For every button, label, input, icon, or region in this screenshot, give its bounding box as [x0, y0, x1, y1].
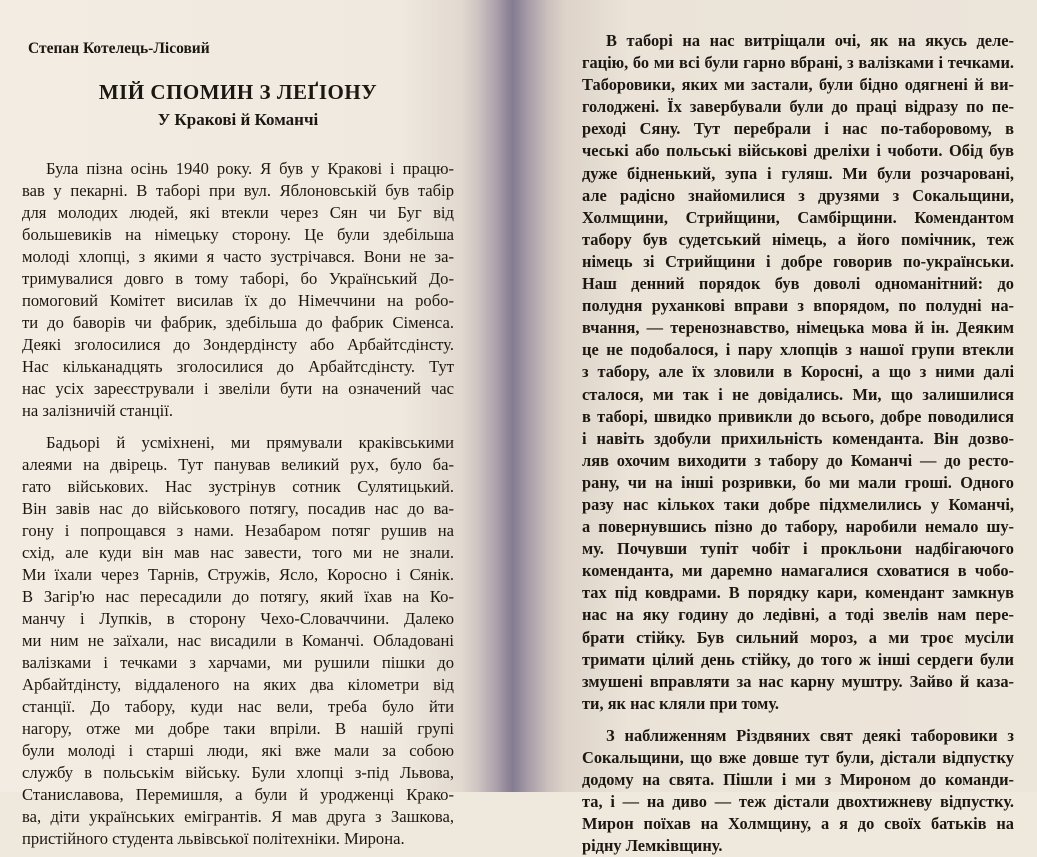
text-line: ляв охочим виходити з табору до Команчі — до ресто- [582, 450, 1014, 470]
text-line: а повернувшись пізно до табору, наробили немало шу- [582, 517, 1014, 537]
text-line: Мирон поїхав на Холмщину, а я до своїх батьків на [582, 814, 1014, 834]
text-line: тримувалися довго в тому таборі, бо Український До- [22, 269, 454, 288]
text-line: службу в польськім війську. Були хлопці з-під Львова, [22, 763, 454, 782]
text-line: тах під ковдрами. В порядку кари, комендант замкнув [582, 583, 1014, 603]
text-line: рану, чи на інші розривки, бо ми мали гроші. Одного [582, 472, 1014, 492]
text-line: полудня руханкові вправи з впорядом, по полудні на- [582, 296, 1014, 316]
text-line: Холмщини, Стрийщини, Самбірщини. Комендантом [582, 207, 1014, 227]
text-line: Нас кільканадцять зголосилися до Арбайтсдінсту. Тут [22, 357, 454, 376]
text-line: табору був судетський німець, а його помічник, теж [582, 229, 1014, 249]
text-line: брати стійку. Був сильний мороз, а ми троє мусіли [582, 627, 1014, 647]
text-line: на залізничій станції. [22, 401, 173, 420]
article-subtitle: У Кракові й Команчі [157, 110, 319, 129]
article-title: МІЙ СПОМИН З ЛЕҐІОНУ [98, 80, 378, 104]
left-page [0, 0, 512, 848]
text-line: німець зі Стрийщини і добре говорив по-українськи. [582, 251, 1014, 271]
text-line: Наш денний порядок був доволі одноманітний: до [582, 274, 1014, 294]
text-line: Арбайтдінсту, віддаленого на яких два кілометри від [22, 675, 454, 694]
text-line: В таборі на нас витріщали очі, як на якусь деле- [606, 31, 1014, 50]
text-line: З наближенням Різдвяних свят деякі таборовики з [606, 725, 1014, 745]
text-line: Бадьорі й усміхнені, ми прямували краківськими [46, 433, 454, 452]
text-line: рідну Лемківщину. [582, 836, 723, 856]
paragraph-gap [22, 422, 454, 432]
text-line: схід, але куди він мав нас завести, того ми не знали. [22, 543, 454, 562]
text-line: коменданта, ми даремно намагалися сховатися в чобо- [582, 561, 1014, 581]
left-page-text [22, 158, 454, 850]
text-line: алеями на двірець. Тут панував великий рух, було ба- [22, 455, 454, 474]
text-line: для молодих людей, які втекли через Сян чи Буг від [22, 203, 454, 222]
author-name: Степан Котелець-Лісовий [28, 40, 210, 57]
text-line: Таборовики, яких ми застали, були бідно одягнені й ви- [582, 75, 1014, 95]
text-line: змушені вправляти за нас карну муштру. Зайво й каза- [582, 671, 1014, 691]
text-line: гону і попрощався з нами. Незабаром потяг рушив на [22, 521, 454, 540]
text-line: гато військових. Нас зустрінув сотник Сулятицький. [22, 477, 454, 496]
text-line: манчу і Лупків, в сторону Чехо-Словаччини. Далеко [22, 609, 454, 628]
paragraph-gap [582, 715, 1014, 725]
text-line: гацію, бо ми всі були гарно вбрані, з валізками і течками. [582, 53, 1014, 73]
text-line: тримати цілий день стійку, до того ж інші сердеги були [582, 649, 1014, 669]
text-line: це не подобалося, і пару хлопців з нашої групи втекли [582, 340, 1014, 360]
text-line: молоді хлопці, з якими я часто зустрічався. Вони не за- [22, 247, 454, 266]
text-line: нас усіх зареєстрували і звеліли бути на означений час [22, 379, 454, 398]
text-line: додому на свята. Пішли і ми з Мироном до команди- [582, 770, 1014, 790]
text-line: разу нас кількох таки добре підхмелились у Команчі, [582, 494, 1014, 514]
text-line: реході Сяну. Тут перебрали і нас по-таборовому, в [582, 119, 1014, 139]
text-line: в таборі, швидко привикли до всього, добре поводилися [582, 406, 1014, 426]
text-line: Деякі зголосилися до Зондердінсту або Арбайтсдінсту. [22, 335, 454, 354]
text-line: вчання, — теренознавство, німецька мова й ін. Деяким [582, 318, 1014, 338]
text-line: В Загір'ю нас пересадили до потягу, який їхав на Ко- [22, 587, 454, 606]
text-line: та, і — на диво — теж дістали двохтижневу відпустку. [582, 792, 1014, 812]
text-line: станції. До табору, куди нас вели, треба було йти [22, 697, 454, 716]
text-line: ти до баворів чи фабрик, здебільша до фабрик Сіменса. [22, 313, 454, 332]
text-line: Він завів нас до військового потягу, посадив нас до ва- [22, 499, 454, 518]
right-page [512, 0, 1037, 856]
text-line: і навіть здобули прихильність коменданта. Він дозво- [582, 428, 1014, 448]
text-line: нас на яку годину до ледівні, а тоді звелів нам пере- [582, 605, 1014, 625]
text-line: але радісно знайомилися з друзями з Сокальщини, [582, 185, 1014, 205]
text-line: пристійного студента львівської політехніки. Мирона. [22, 829, 405, 848]
text-line: чеські або польські військові дреліхи і чоботи. Обід був [582, 141, 1014, 161]
text-line: ми ним не заїхали, нас висадили в Команчі. Обладовані [22, 631, 454, 650]
text-line: були молоді і старші люди, які вже мали за собою [22, 741, 454, 760]
text-line: валізками і течками з харчами, ми рушили пішки до [22, 653, 454, 672]
text-line: голоджені. Їх завербували були до праці відразу по пе- [582, 97, 1014, 117]
text-line: ти, як нас кляли при тому. [582, 693, 779, 713]
text-line: вав у пекарні. В таборі при вул. Яблоновській був табір [22, 181, 454, 200]
text-line: сталося, ми так і не довідались. Ми, що залишилися [582, 384, 1014, 404]
text-line: большевиків на німецьку сторону. Це були здебільша [22, 225, 454, 244]
text-line: помоговий Комітет висилав їх до Німеччини на робо- [22, 291, 454, 310]
text-line: ва, діти українських емігрантів. Я мав друга з Зашкова, [22, 807, 454, 826]
text-line: з табору, але їх зловили в Коросні, а що з ними далі [582, 362, 1014, 382]
text-line: му. Почувши тупіт чобіт і прокльони надбігаючого [582, 539, 1014, 559]
text-line: Була пізна осінь 1940 року. Я був у Кракові і працю- [46, 159, 454, 178]
text-line: Ми їхали через Тарнів, Стружів, Ясло, Коросно і Сянік. [22, 565, 454, 584]
text-line: дуже бідненький, зупа і гуляш. Ми були розчаровані, [582, 163, 1014, 183]
text-line: нагору, отже ми добре таки впріли. В нашій групі [22, 719, 454, 738]
text-line: Станиславова, Перемишля, а були й уродженці Крако- [22, 785, 454, 804]
text-line: Сокальщини, що вже довше тут були, дістали відпустку [582, 748, 1014, 767]
right-page-text [582, 30, 1014, 857]
